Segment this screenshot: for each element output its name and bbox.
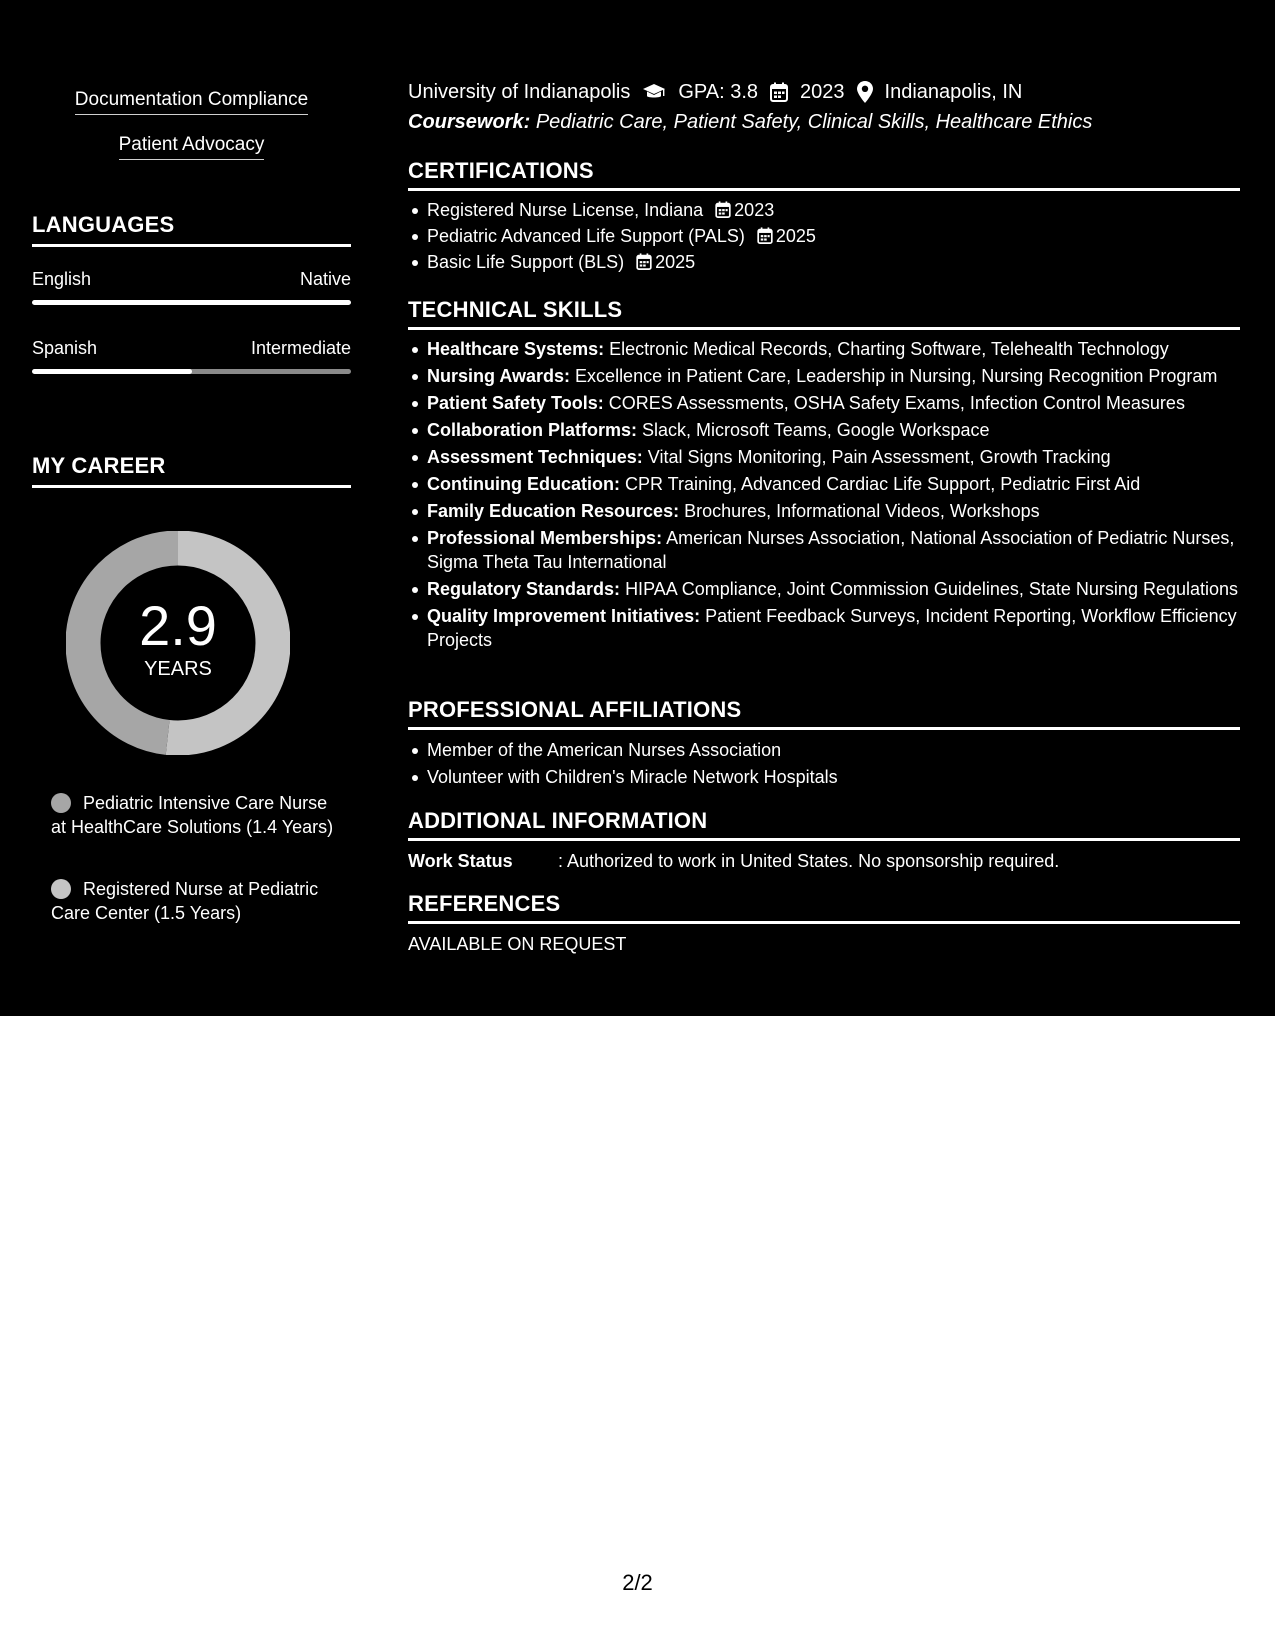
references-heading: REFERENCES <box>408 891 1240 924</box>
language-name: Spanish <box>32 338 98 358</box>
technical-skills-heading: TECHNICAL SKILLS <box>408 297 1240 330</box>
work-status-label: Work Status <box>408 851 513 871</box>
affiliations-heading: PROFESSIONAL AFFILIATIONS <box>408 697 1240 730</box>
career-total-value: 2.9 <box>139 594 217 657</box>
coursework-text: Pediatric Care, Patient Safety, Clinical Skills, Healthcare Ethics <box>535 111 1093 133</box>
technical-skills-list <box>408 337 1259 655</box>
graduation-year: 2023 <box>800 81 845 103</box>
skill-item: Patient Advocacy <box>32 133 351 160</box>
additional-info-heading: ADDITIONAL INFORMATION <box>408 808 1240 841</box>
skill-list-item: Nursing Awards: Excellence in Patient Care, Leadership in Nursing, Nursing Recognition Program <box>427 364 1259 388</box>
career-heading: MY CAREER <box>32 453 351 488</box>
skill-list-item: Collaboration Platforms: Slack, Microsoft Teams, Google Workspace <box>427 418 1259 442</box>
career-donut-chart <box>66 531 290 755</box>
references-text: AVAILABLE ON REQUEST <box>408 934 627 954</box>
career-legend-dot <box>51 793 71 813</box>
coursework-label: Coursework: <box>408 111 531 133</box>
skill-list-item: Family Education Resources: Brochures, Informational Videos, Workshops <box>427 499 1259 523</box>
affiliation-item: Member of the American Nurses Association <box>427 738 1259 762</box>
certification-item: Pediatric Advanced Life Support (PALS) 2025 <box>427 224 1259 248</box>
skill-list-item: Professional Memberships: American Nurses Association, National Association of Pediatric Nurses, Sigma Theta Tau International <box>427 526 1259 574</box>
certifications-heading: CERTIFICATIONS <box>408 158 1240 191</box>
work-status-value: : Authorized to work in United States. No sponsorship required. <box>558 851 1060 871</box>
career-item: Pediatric Intensive Care Nurse at HealthCare Solutions (1.4 Years) <box>51 793 334 837</box>
skill-item: Documentation Compliance <box>32 88 351 115</box>
affiliations-list <box>408 738 1259 792</box>
certifications-list <box>408 198 1259 276</box>
languages-heading: LANGUAGES <box>32 212 351 247</box>
language-name: English <box>32 269 92 289</box>
language-level: Intermediate <box>250 338 351 358</box>
affiliation-item: Volunteer with Children's Miracle Network Hospitals <box>427 765 1259 789</box>
skill-list-item: Continuing Education: CPR Training, Advanced Cardiac Life Support, Pediatric First Aid <box>427 472 1259 496</box>
graduation-cap-icon <box>642 83 666 101</box>
language-bar <box>32 300 351 305</box>
school-location: Indianapolis, IN <box>884 81 1023 103</box>
gpa: GPA: 3.8 <box>678 81 759 103</box>
career-legend-dot <box>51 879 71 899</box>
skill-list-item: Healthcare Systems: Electronic Medical Records, Charting Software, Telehealth Technology <box>427 337 1259 361</box>
skill-list-item: Regulatory Standards: HIPAA Compliance, Joint Commission Guidelines, State Nursing Regulations <box>427 577 1259 601</box>
language-bar <box>32 369 351 374</box>
language-row <box>32 337 351 359</box>
career-item: Registered Nurse at Pediatric Care Center (1.5 Years) <box>51 879 319 923</box>
certification-item: Registered Nurse License, Indiana 2023 <box>427 198 1259 222</box>
language-row <box>32 268 351 290</box>
page-number: 2/2 <box>622 1570 653 1595</box>
donut-center <box>66 531 290 755</box>
certification-item: Basic Life Support (BLS) 2025 <box>427 250 1259 274</box>
calendar-icon <box>636 253 652 270</box>
language-level: Native <box>299 269 351 289</box>
skill-list-item: Patient Safety Tools: CORES Assessments, OSHA Safety Exams, Infection Control Measures <box>427 391 1259 415</box>
school-name: University of Indianapolis <box>408 81 631 103</box>
skill-list-item: Assessment Techniques: Vital Signs Monitoring, Pain Assessment, Growth Tracking <box>427 445 1259 469</box>
work-status-row <box>408 849 1240 873</box>
language-bar-fill <box>32 300 351 305</box>
career-total-unit: YEARS <box>144 658 212 680</box>
education-line <box>408 79 1240 105</box>
calendar-icon <box>715 201 731 218</box>
calendar-icon <box>757 227 773 244</box>
map-pin-icon <box>857 81 873 103</box>
coursework <box>408 109 1240 135</box>
calendar-icon <box>770 82 788 102</box>
skill-list-item: Quality Improvement Initiatives: Patient Feedback Surveys, Incident Reporting, Workflow Efficiency Projects <box>427 604 1259 652</box>
language-bar-fill <box>32 369 192 374</box>
